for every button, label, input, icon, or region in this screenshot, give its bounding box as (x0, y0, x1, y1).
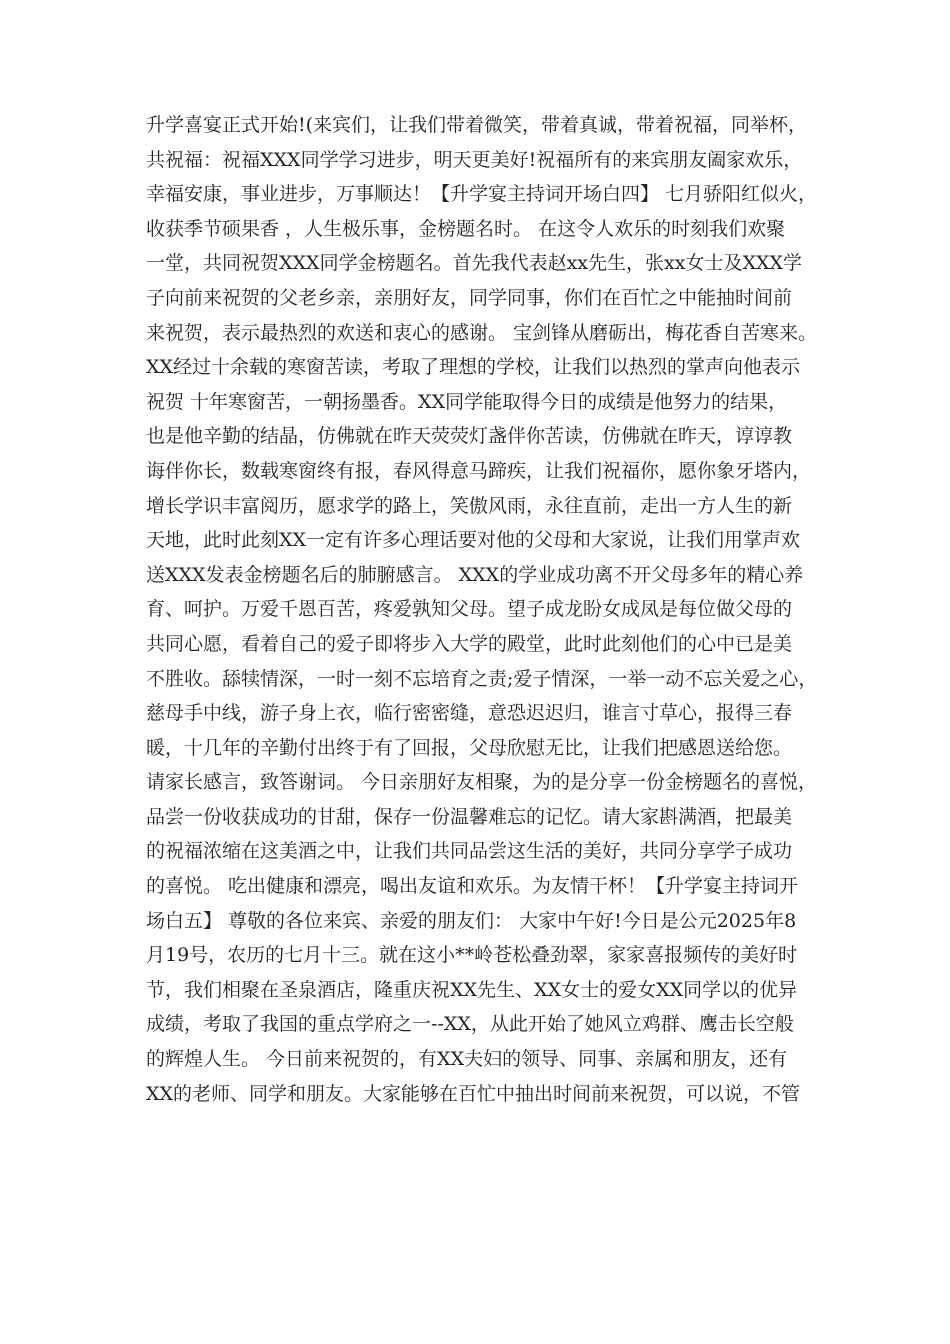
text-line: 场白五】 尊敬的各位来宾、亲爱的朋友们： 大家中午好!今日是公元2025年8 (146, 909, 797, 932)
text-line: 来祝贺，表示最热烈的欢送和衷心的感谢。 宝剑锋从磨砺出，梅花香自苦寒来。 (146, 321, 818, 344)
text-line: 月19号，农历的七月十三。就在这小**岭苍松叠劲翠，家家喜报频传的美好时 (146, 944, 798, 967)
text-line: XX经过十余载的寒窗苦读，考取了理想的学校，让我们以热烈的掌声向他表示 (146, 356, 801, 379)
text-line: 不胜收。舔犊情深，一时一刻不忘培育之责;爱子情深，一举一动不忘关爱之心， (146, 667, 818, 690)
text-line: 育、呵护。万爱千恩百苦，疼爱孰知父母。望子成龙盼女成凤是每位做父母的 (146, 598, 793, 621)
text-line: 共同心愿，看着自己的爱子即将步入大学的殿堂，此时此刻他们的心中已是美 (146, 632, 793, 655)
text-line: 慈母手中线，游子身上衣，临行密密缝，意恐迟迟归，谁言寸草心，报得三春 (146, 702, 793, 725)
text-line: 子向前来祝贺的父老乡亲，亲朋好友，同学同事，你们在百忙之中能抽时间前 (146, 286, 793, 309)
text-line: 的辉煌人生。 今日前来祝贺的，有XX夫妇的领导、同事、亲属和朋友，还有 (146, 1048, 788, 1071)
text-line: 品尝一份收获成功的甘甜，保存一份温馨难忘的记忆。请大家斟满酒，把最美 (146, 805, 793, 828)
text-line: 共祝福：祝福XXX同学学习进步，明天更美好!祝福所有的来宾朋友阖家欢乐， (146, 148, 803, 171)
text-line: 一堂，共同祝贺XXX同学金榜题名。首先我代表赵xx先生，张xx女士及XXX学 (146, 252, 803, 275)
text-line: 诲伴你长，数载寒窗终有报，春风得意马蹄疾，让我们祝福你，愿你象牙塔内， (146, 459, 812, 482)
text-line: 的祝福浓缩在这美酒之中，让我们共同品尝这生活的美好，共同分享学子成功 (146, 840, 793, 863)
text-line: 收获季节硕果香 ，人生极乐事，金榜题名时。 在这令人欢乐的时刻我们欢聚 (146, 217, 786, 240)
text-line: 祝贺 十年寒窗苦，一朝扬墨香。XX同学能取得今日的成绩是他努力的结果， (146, 390, 788, 413)
text-line: XX的老师、同学和朋友。大家能够在百忙中抽出时间前来祝贺，可以说，不管 (146, 1082, 801, 1105)
text-line: 请家长感言，致答谢词。 今日亲朋好友相聚，为的是分享一份金榜题名的喜悦， (146, 771, 818, 794)
text-line: 节，我们相聚在圣泉酒店，隆重庆祝XX先生、XX女士的爱女XX同学以的优异 (146, 978, 798, 1001)
text-line: 成绩，考取了我国的重点学府之一--XX，从此开始了她风立鸡群、鹰击长空般 (146, 1013, 794, 1036)
text-line: 的喜悦。 吃出健康和漂亮，喝出友谊和欢乐。为友情干杯！【升学宴主持词开 (146, 875, 799, 898)
text-line: 幸福安康，事业进步，万事顺达！【升学宴主持词开场白四】 七月骄阳红似火， (146, 183, 818, 206)
text-line: 也是他辛勤的结晶，仿佛就在昨天荧荧灯盏伴你苦读，仿佛就在昨天，谆谆教 (146, 425, 793, 448)
text-line: 增长学识丰富阅历，愿求学的路上，笑傲风雨，永往直前，走出一方人生的新 (146, 494, 793, 517)
text-line: 暖，十几年的辛勤付出终于有了回报，父母欣慰无比，让我们把感恩送给您。 (146, 736, 793, 759)
text-line: 升学喜宴正式开始!(来宾们，让我们带着微笑，带着真诚，带着祝福，同举杯， (146, 114, 808, 136)
text-line: 送XXX发表金榜题名后的肺腑感言。 XXX的学业成功离不开父母多年的精心养 (146, 563, 804, 586)
body-text (146, 108, 826, 1111)
text-line: 天地，此时此刻XX一定有许多心理话要对他的父母和大家说，让我们用掌声欢 (146, 529, 801, 552)
